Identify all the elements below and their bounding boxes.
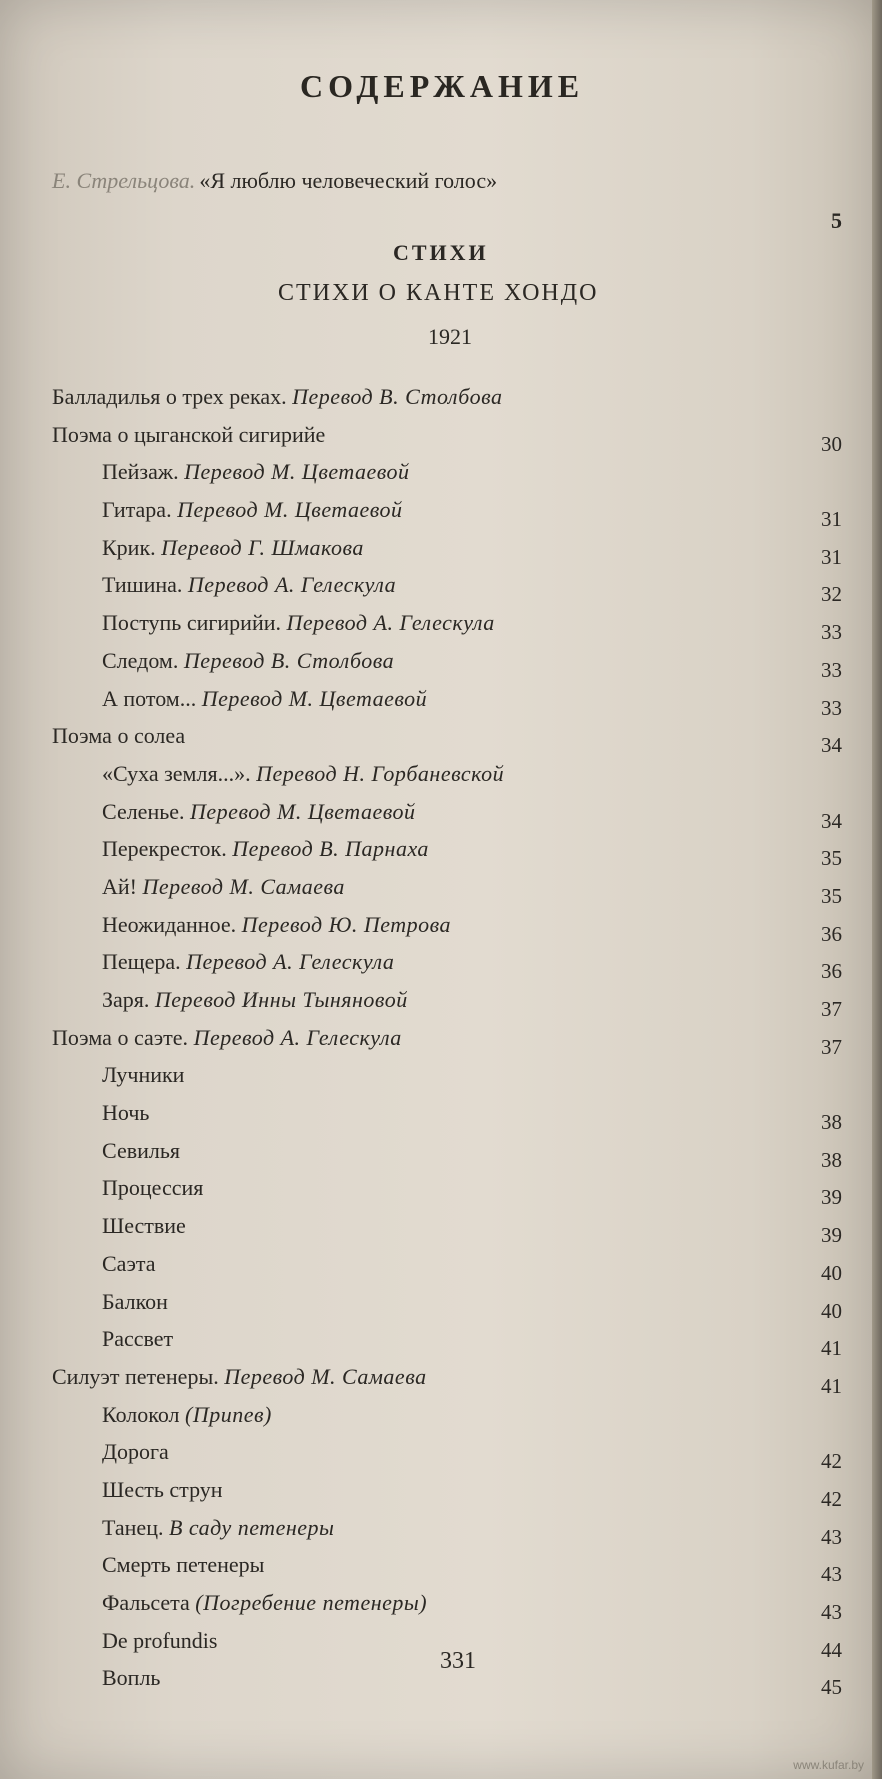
entry-title: De profundis — [102, 1627, 218, 1653]
entry-title: Поэма о солеа — [52, 723, 186, 749]
entry-translator: Перевод М. Самаева — [224, 1363, 427, 1389]
toc-entry — [52, 1509, 842, 1547]
entry-title: Балкон — [102, 1288, 168, 1314]
entry-page-number: 34 — [821, 808, 842, 833]
entry-page-number: 37 — [821, 997, 842, 1021]
entry-page-number: 39 — [821, 1223, 842, 1248]
entry-translator: Перевод М. Цветаевой — [184, 459, 410, 485]
entry-title: Шесть струн — [102, 1476, 223, 1502]
toc-entry — [52, 1584, 842, 1622]
entry-translator: Перевод М. Цветаевой — [201, 685, 428, 711]
toc-entry — [52, 981, 842, 1019]
entry-page-number: 40 — [821, 1260, 842, 1285]
footer-page-number: 331 — [440, 1648, 476, 1674]
entry-page-number: 36 — [821, 959, 842, 984]
toc-entry — [52, 1094, 842, 1135]
entry-title: Вопль — [102, 1665, 161, 1691]
toc-entry — [52, 1245, 842, 1283]
entry-page-number: 41 — [821, 1336, 842, 1361]
entry-page-number: 42 — [821, 1486, 842, 1511]
entry-title: Лучники — [102, 1062, 185, 1088]
entry-title: Танец. — [102, 1514, 164, 1540]
entry-title: Ночь — [102, 1100, 150, 1126]
toc-entry — [52, 491, 842, 532]
table-of-contents — [52, 378, 842, 1700]
entry-translator: В саду петенеры — [168, 1514, 335, 1540]
page-edge — [872, 0, 882, 1779]
toc-entry — [52, 416, 842, 454]
entry-page-number: 37 — [821, 1034, 842, 1059]
entry-title: Дорога — [102, 1439, 169, 1465]
toc-entry — [52, 566, 842, 607]
entry-page-number: 35 — [821, 883, 842, 908]
entry-page-number: 35 — [821, 846, 842, 871]
entry-page-number: 43 — [821, 1562, 842, 1587]
entry-title: Рассвет — [102, 1326, 174, 1352]
entry-page-number: 45 — [821, 1675, 842, 1700]
watermark: www.kufar.by — [793, 1758, 864, 1772]
entry-title: Пейзаж. — [102, 459, 179, 485]
entry-title: Силуэт петенеры. — [52, 1363, 219, 1389]
toc-entry — [52, 1471, 842, 1509]
entry-page-number: 34 — [821, 733, 842, 758]
toc-entry — [52, 1396, 842, 1434]
toc-entry — [52, 1433, 842, 1474]
page-title: СОДЕРЖАНИЕ — [300, 68, 585, 104]
entry-title: А потом... — [102, 685, 197, 711]
entry-title: Севилья — [102, 1137, 180, 1163]
entry-page-number: 33 — [821, 695, 842, 720]
toc-entry — [52, 680, 842, 718]
entry-page-number: 38 — [821, 1147, 842, 1172]
entry-title: Ай! — [102, 873, 137, 899]
entry-translator: Перевод Ю. Петрова — [241, 911, 451, 937]
entry-title: Заря. — [102, 987, 150, 1012]
entry-page-number: 36 — [821, 921, 842, 946]
toc-entry — [52, 1132, 842, 1170]
entry-page-number: 41 — [821, 1373, 842, 1398]
entry-title: Пещера. — [102, 949, 181, 975]
toc-entry — [52, 755, 842, 793]
entry-page-number: 42 — [821, 1449, 842, 1474]
entry-page-number: 31 — [821, 507, 842, 532]
toc-entry — [52, 642, 842, 680]
entry-title: Тишина. — [102, 572, 183, 598]
intro-author: Е. Стрельцова. — [52, 168, 196, 193]
toc-entry — [52, 378, 842, 416]
entry-title: Шествие — [102, 1213, 186, 1239]
entry-title: Поэма о цыганской сигирийе — [52, 421, 326, 447]
entry-title: Саэта — [102, 1250, 156, 1276]
entry-translator: Перевод В. Парнаха — [232, 836, 429, 862]
toc-entry — [52, 868, 842, 906]
toc-entry — [52, 529, 842, 567]
entry-title: Крик. — [102, 534, 156, 560]
cycle-year: 1921 — [428, 324, 472, 349]
intro-text: «Я люблю человеческий голос» — [199, 168, 498, 193]
entry-page-number: 38 — [821, 1110, 842, 1135]
entry-page-number: 33 — [821, 620, 842, 645]
entry-page-number: 33 — [821, 657, 842, 682]
entry-title: Неожиданное. — [102, 911, 237, 937]
entry-translator: Перевод Н. Горбаневской — [256, 760, 505, 786]
entry-translator: Перевод В. Столбова — [292, 384, 503, 409]
entry-page-number: 31 — [821, 544, 842, 569]
entry-title: Фальсета — [102, 1590, 190, 1615]
toc-entry — [52, 906, 842, 944]
cycle-title: СТИХИ О КАНТЕ ХОНДО — [278, 280, 599, 306]
entry-translator: (Погребение петенеры) — [195, 1590, 428, 1615]
toc-entry — [52, 1019, 842, 1057]
entry-title: Перекресток. — [102, 836, 227, 862]
intro-page-number: 5 — [831, 208, 842, 233]
intro-entry — [52, 168, 842, 233]
entry-translator: Перевод М. Цветаевой — [190, 798, 416, 824]
entry-page-number: 39 — [821, 1185, 842, 1210]
entry-title: Процессия — [102, 1175, 204, 1201]
toc-entry — [52, 1169, 842, 1210]
entry-title: Балладилья о трех реках. — [52, 384, 287, 409]
toc-entry — [52, 1320, 842, 1361]
entry-translator: Перевод А. Гелескула — [286, 610, 495, 636]
entry-translator: Перевод Г. Шмакова — [161, 534, 364, 560]
toc-entry — [52, 830, 842, 871]
entry-page-number: 32 — [821, 582, 842, 607]
toc-entry — [52, 717, 842, 758]
entry-translator: Перевод А. Гелескула — [187, 572, 397, 598]
entry-page-number: 44 — [821, 1637, 842, 1662]
entry-title: Поэма о саэте. — [52, 1024, 189, 1050]
entry-title: Следом. — [102, 647, 179, 673]
entry-page-number: 43 — [821, 1600, 842, 1624]
entry-title: Селенье. — [102, 798, 185, 824]
toc-entry — [52, 943, 842, 984]
toc-entry — [52, 793, 842, 831]
entry-translator: Перевод Инны Тыняновой — [154, 987, 408, 1012]
entry-translator: Перевод А. Гелескула — [193, 1024, 402, 1050]
entry-translator: Перевод А. Гелескула — [186, 949, 395, 975]
toc-entry — [52, 1056, 842, 1094]
entry-page-number: 30 — [821, 431, 842, 456]
toc-entry — [52, 1358, 842, 1396]
entry-title: Смерть петенеры — [102, 1552, 265, 1578]
entry-title: «Суха земля...». — [102, 760, 251, 786]
toc-entry — [52, 1207, 842, 1248]
entry-title: Гитара. — [102, 497, 172, 523]
entry-translator: Перевод М. Самаева — [142, 873, 345, 899]
section-title: СТИХИ — [393, 240, 489, 265]
entry-translator: (Припев) — [185, 1401, 272, 1427]
entry-title: Колокол — [102, 1401, 180, 1427]
entry-title: Поступь сигирийи. — [102, 610, 281, 636]
entry-page-number: 43 — [821, 1524, 842, 1549]
toc-entry — [52, 604, 842, 645]
entry-translator: Перевод М. Цветаевой — [177, 497, 403, 523]
toc-entry — [52, 1546, 842, 1587]
entry-translator: Перевод В. Столбова — [183, 647, 395, 673]
toc-entry — [52, 453, 842, 491]
entry-page-number: 40 — [821, 1298, 842, 1323]
toc-entry — [52, 1283, 842, 1321]
